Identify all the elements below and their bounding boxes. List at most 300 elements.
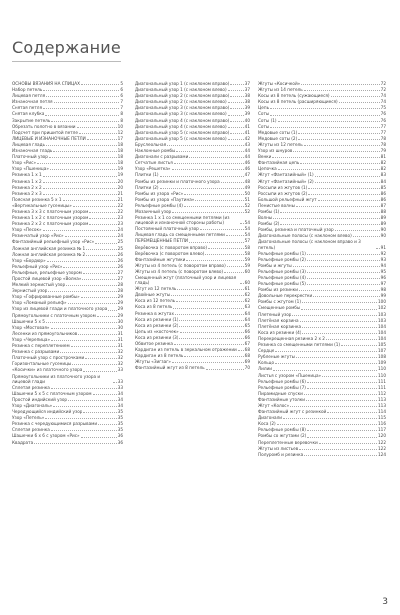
toc-entry-title: Ромбы со жгутами (2): [258, 433, 307, 439]
toc-leader-dots: [278, 121, 380, 122]
toc-entry: [258, 318, 386, 323]
toc-entry-page: 116: [378, 421, 386, 427]
toc-entry-page: 60: [244, 280, 250, 286]
toc-entry-title: Снятая клубка: [12, 111, 45, 117]
toc-entry: [258, 142, 386, 147]
toc-entry-page: 113: [378, 396, 386, 402]
toc-entry-page: 50: [244, 190, 250, 196]
toc-entry-page: 32: [117, 349, 123, 355]
toc-entry: [12, 397, 123, 402]
toc-leader-dots: [108, 310, 116, 311]
toc-entry-title: Узор «Пшеница»: [12, 166, 49, 172]
toc-entry: [258, 348, 386, 353]
toc-entry-page: 64: [244, 316, 250, 322]
toc-leader-dots: [376, 248, 380, 249]
toc-leader-dots: [335, 230, 380, 231]
toc-entry-page: 79: [380, 148, 386, 154]
toc-entry-title: Кардиган из петель в зеркальном отражении: [135, 347, 237, 353]
toc-entry-title: Обвитое резинка: [135, 341, 173, 347]
toc-leader-dots: [300, 163, 379, 164]
toc-entry: [135, 215, 250, 225]
toc-entry: [12, 99, 123, 104]
toc-entry: [12, 239, 123, 244]
toc-entry-page: 31: [117, 336, 123, 342]
toc-entry: [12, 87, 123, 92]
toc-leader-dots: [77, 127, 117, 128]
toc-leader-dots: [275, 363, 377, 364]
toc-entry-page: 78: [380, 141, 386, 147]
toc-entry-page: 20: [117, 184, 123, 190]
toc-entry: [258, 93, 386, 98]
toc-entry: [135, 275, 250, 285]
toc-entry-title: Диагональные полосы (с наклоном вправо и 3 петель): [258, 239, 361, 250]
toc-leader-dots: [322, 376, 377, 377]
toc-entry-page: 64: [244, 310, 250, 316]
toc-leader-dots: [228, 127, 244, 128]
toc-leader-dots: [98, 424, 117, 425]
toc-entry: [12, 166, 123, 171]
toc-entry-title: Лесенки из прямоугольников: [12, 330, 78, 336]
toc-entry-page: 111: [378, 378, 386, 384]
page-number: 3: [382, 597, 388, 607]
toc-entry-title: Фантазийный рельефный узор «Рис»: [12, 239, 95, 245]
toc-entry: [135, 232, 250, 237]
toc-entry-page: 68: [244, 347, 250, 353]
toc-leader-dots: [228, 139, 244, 140]
toc-entry-page: 24: [117, 233, 123, 239]
toc-entry: [12, 403, 123, 408]
toc-entry: [258, 324, 386, 329]
toc-entry-page: 70: [244, 365, 250, 371]
toc-entry-page: 52: [244, 202, 250, 208]
toc-entry-title: Чередующийся индийский узор: [12, 409, 83, 415]
toc-leader-dots: [179, 320, 243, 321]
toc-leader-dots: [87, 139, 117, 140]
toc-leader-dots: [315, 182, 380, 183]
toc-leader-dots: [307, 260, 380, 261]
toc-entry-title: Платочный узор: [12, 154, 48, 160]
toc-entry-title: Узор «Бордюр»: [12, 257, 46, 263]
toc-leader-dots: [206, 369, 244, 370]
toc-entry: [135, 203, 250, 208]
toc-entry-page: 43: [244, 141, 250, 147]
toc-entry-title: Зернистый узор: [12, 288, 48, 294]
toc-entry-title: Резинка 1 х 1 со смещенными петлями (из лицевой и изнаночной стороны работы): [135, 215, 230, 226]
toc-leader-dots: [228, 115, 244, 116]
toc-entry-page: 82: [380, 160, 386, 166]
toc-entry: [12, 111, 123, 116]
toc-entry-page: 75: [380, 105, 386, 111]
toc-entry: [135, 105, 250, 110]
toc-leader-dots: [51, 388, 117, 389]
toc-entry: [135, 87, 250, 92]
toc-entry-title: Диагональный узор 1 (с наклоном влево): [135, 87, 227, 93]
toc-entry: [135, 130, 250, 135]
toc-entry-page: 29: [117, 312, 123, 318]
toc-entry-title: Резинка с чередующимися разрывами: [12, 421, 98, 427]
toc-entry-title: Резинка с разрывами: [12, 349, 60, 355]
toc-leader-dots: [200, 229, 244, 230]
toc-entry-title: Кольцо: [258, 360, 275, 366]
toc-entry-title: Ромбы с жгутом (1): [258, 299, 301, 305]
toc-leader-dots: [43, 90, 119, 91]
toc-entry-title: Жгут из 12 петель: [135, 286, 177, 292]
toc-entry-page: 22: [117, 202, 123, 208]
toc-leader-dots: [240, 223, 244, 224]
toc-entry-title: Жгуты из 14 петель: [258, 87, 303, 93]
toc-entry-title: Переплетенные веревочки: [258, 439, 318, 445]
toc-leader-dots: [186, 260, 243, 261]
toc-entry-page: 17: [117, 135, 123, 141]
toc-entry: [12, 118, 123, 123]
toc-entry: [12, 415, 123, 420]
toc-leader-dots: [86, 249, 116, 250]
toc-leader-dots: [47, 261, 117, 262]
toc-leader-dots: [307, 437, 377, 438]
toc-entry: [12, 246, 123, 251]
toc-leader-dots: [205, 254, 243, 255]
toc-entry-title: Кардиган из 8 петель: [135, 353, 184, 359]
toc-entry-page: 29: [117, 294, 123, 300]
toc-entry-page: 35: [117, 421, 123, 427]
toc-entry: [258, 191, 386, 196]
toc-entry-page: 69: [244, 359, 250, 365]
toc-entry: [135, 286, 250, 291]
toc-entry-title: Перекрещенная резинка 2 х 2: [258, 335, 325, 341]
toc-entry-page: 89: [380, 215, 386, 221]
toc-entry: [135, 329, 250, 334]
toc-entry-page: 85: [380, 184, 386, 190]
toc-entry: [12, 374, 123, 384]
toc-entry: [12, 427, 123, 432]
toc-entry: [258, 409, 386, 414]
toc-entry: [258, 124, 386, 129]
toc-entry: [135, 317, 250, 322]
toc-entry: [258, 99, 386, 104]
toc-entry-page: 110: [378, 372, 386, 378]
toc-leader-dots: [83, 273, 117, 274]
toc-entry: [12, 160, 123, 165]
toc-leader-dots: [43, 194, 117, 195]
toc-entry-title: Верёвочка (с поворотом влево): [135, 250, 205, 256]
toc-entry: [258, 293, 386, 298]
toc-entry-page: 108: [378, 354, 386, 360]
toc-entry-title: ПЕРЕМЕЩЕННЫЕ ПЕТЛИ: [135, 238, 189, 244]
toc-entry-page: 6: [120, 87, 123, 93]
toc-entry-page: 78: [380, 135, 386, 141]
toc-entry: [135, 93, 250, 98]
toc-leader-dots: [307, 272, 380, 273]
toc-entry-page: 115: [378, 415, 386, 421]
toc-entry-title: Диагональный узор 4 (с наклоном вправо): [135, 117, 230, 123]
toc-entry-title: Закрытие петель: [12, 117, 51, 123]
toc-entry-page: 92: [380, 250, 386, 256]
toc-leader-dots: [292, 315, 377, 316]
toc-entry-page: 42: [244, 135, 250, 141]
toc-entry: [12, 142, 123, 147]
toc-entry: [135, 124, 250, 129]
toc-entry-title: Рельефные ромбы (8): [258, 427, 306, 433]
toc-entry-title: Жгуты из 4 петель (с поворотом влево): [135, 268, 224, 274]
toc-leader-dots: [37, 163, 117, 164]
toc-leader-dots: [298, 139, 379, 140]
toc-leader-dots: [51, 121, 119, 122]
toc-entry-page: 98: [380, 287, 386, 293]
toc-entry-title: Коса из резинки (4): [258, 329, 302, 335]
toc-column-2: [135, 81, 250, 371]
toc-entry-page: 22: [117, 208, 123, 214]
toc-leader-dots: [174, 163, 244, 164]
toc-entry-page: 84: [380, 178, 386, 184]
toc-entry: [135, 99, 250, 104]
toc-entry-page: 86: [380, 190, 386, 196]
toc-entry-title: Диагональный узор 2 (с наклоном вправо): [135, 93, 230, 99]
toc-entry-title: Рельефные ромбы (4): [258, 275, 306, 280]
toc-entry: [135, 257, 250, 262]
toc-entry-title: Сетчатые листья: [135, 160, 173, 166]
toc-leader-dots: [160, 188, 244, 189]
toc-entry-title: Диагонали с разрывами: [135, 154, 189, 160]
toc-leader-dots: [304, 455, 377, 456]
toc-leader-dots: [308, 194, 379, 195]
toc-entry-page: 113: [378, 402, 386, 408]
toc-entry-title: ОСНОВЫ ВЯЗАНИЯ НА СПИЦАХ: [12, 81, 80, 86]
toc-entry: [258, 299, 386, 304]
toc-leader-dots: [273, 218, 380, 219]
toc-leader-dots: [318, 200, 380, 201]
toc-entry-title: Смещенные ромбы: [258, 305, 301, 311]
toc-entry-page: 25: [117, 239, 123, 245]
toc-entry: [258, 281, 386, 286]
toc-entry-title: Шашечки 5 х 5: [12, 318, 45, 324]
toc-entry: [258, 160, 386, 165]
toc-entry: [135, 353, 250, 358]
toc-entry: [258, 197, 386, 202]
toc-entry: [12, 93, 123, 98]
toc-entry-title: Шашечки 6 х 6 с узором «Рис»: [12, 433, 80, 439]
toc-entry: [258, 233, 386, 238]
toc-entry: [258, 251, 386, 256]
toc-column-1: [12, 81, 123, 445]
toc-leader-dots: [283, 418, 377, 419]
toc-entry-title: Диагональный узор 3 (с наклоном влево): [135, 111, 227, 117]
toc-entry-title: Ромбы (1): [258, 208, 280, 214]
toc-entry-page: 20: [117, 178, 123, 184]
toc-entry: [12, 325, 123, 330]
toc-entry: [135, 111, 250, 116]
toc-entry-page: 23: [117, 215, 123, 221]
toc-entry-page: 97: [380, 281, 386, 287]
toc-entry-page: 47: [244, 172, 250, 178]
toc-entry-title: Жгуты «Зигзаг»: [135, 359, 171, 365]
toc-entry-title: Платочный узор с прострочками: [12, 355, 85, 361]
toc-leader-dots: [43, 108, 119, 109]
toc-entry-title: Диагонали: [258, 415, 283, 421]
toc-leader-dots: [48, 291, 116, 292]
toc-entry-page: 29: [117, 306, 123, 312]
toc-entry-title: Изнаночная петля: [12, 99, 53, 105]
toc-entry: [135, 251, 250, 256]
toc-entry: [258, 415, 386, 420]
toc-entry-title: Соты: [258, 111, 270, 117]
toc-entry: [12, 227, 123, 232]
toc-entry: [12, 331, 123, 336]
toc-entry-page: 66: [244, 334, 250, 340]
toc-entry-title: Резинка 3 х 3 с платочным узором: [12, 208, 89, 214]
toc-entry-page: 54: [244, 232, 250, 238]
toc-entry-title: Двойные жгуты: [135, 292, 171, 298]
toc-entry: [258, 342, 386, 347]
toc-leader-dots: [43, 182, 117, 183]
toc-entry: [135, 209, 250, 214]
toc-leader-dots: [189, 157, 243, 158]
toc-entry-title: Плетёная корзина: [258, 317, 299, 323]
toc-leader-dots: [184, 194, 243, 195]
toc-entry-page: 104: [378, 329, 386, 335]
toc-entry: [258, 257, 386, 262]
toc-entry: [12, 209, 123, 214]
toc-entry: [258, 269, 386, 274]
toc-entry-page: 28: [117, 282, 123, 288]
toc-entry-title: Диагональный узор 5 (с наклоном вправо): [135, 129, 230, 135]
toc-entry-title: Снятая петля: [12, 105, 42, 111]
toc-entry-page: 31: [117, 343, 123, 349]
toc-entry: [258, 305, 386, 310]
toc-entry-page: 40: [244, 117, 250, 123]
toc-entry-page: 122: [378, 439, 386, 445]
toc-leader-dots: [81, 84, 119, 85]
toc-leader-dots: [278, 169, 380, 170]
toc-entry-page: 26: [117, 263, 123, 269]
toc-leader-dots: [240, 283, 244, 284]
toc-entry-page: 21: [117, 190, 123, 196]
toc-entry-page: 90: [380, 233, 386, 239]
toc-entry: [135, 166, 250, 171]
toc-entry-page: 104: [378, 335, 386, 341]
toc-entry: [258, 427, 386, 432]
toc-entry-title: Фантазийная цепь: [258, 160, 300, 166]
toc-leader-dots: [113, 382, 117, 383]
toc-entry-title: Рельефный узор «Рис»: [12, 263, 63, 269]
toc-leader-dots: [81, 297, 117, 298]
toc-entry-page: 35: [117, 427, 123, 433]
toc-entry-page: 23: [117, 221, 123, 227]
toc-entry-page: 34: [117, 390, 123, 396]
toc-leader-dots: [228, 90, 244, 91]
toc-leader-dots: [51, 430, 117, 431]
toc-leader-dots: [177, 289, 243, 290]
toc-leader-dots: [71, 346, 117, 347]
toc-entry-title: Плетеный узор: [258, 311, 292, 317]
toc-entry-title: Пенистые волны: [258, 202, 295, 208]
toc-entry-page: 52: [244, 208, 250, 214]
toc-leader-dots: [49, 157, 117, 158]
toc-entry-page: 34: [117, 402, 123, 408]
toc-leader-dots: [273, 370, 377, 371]
page-title: Содержание: [12, 38, 121, 57]
toc-leader-dots: [307, 430, 377, 431]
toc-entry-page: 37: [244, 87, 250, 93]
toc-leader-dots: [307, 382, 377, 383]
toc-entry-page: 114: [378, 409, 386, 415]
toc-leader-dots: [160, 176, 244, 177]
toc-entry: [12, 391, 123, 396]
toc-entry: [135, 347, 250, 352]
toc-entry: [12, 179, 123, 184]
toc-entry: [258, 391, 386, 396]
toc-entry-title: Подсчет при пришитой петле: [12, 129, 78, 135]
toc-entry-page: 28: [117, 288, 123, 294]
toc-leader-dots: [179, 326, 243, 327]
toc-leader-dots: [353, 236, 380, 237]
toc-entry: [258, 87, 386, 92]
toc-entry-page: 77: [380, 123, 386, 129]
toc-leader-dots: [66, 285, 117, 286]
toc-entry: [135, 185, 250, 190]
toc-entry: [135, 154, 250, 159]
toc-entry-page: 112: [378, 390, 386, 396]
toc-entry: [258, 185, 386, 190]
toc-entry-page: 89: [380, 221, 386, 227]
toc-leader-dots: [228, 102, 244, 103]
toc-entry-title: Узор из шнуров: [258, 148, 293, 154]
toc-entry: [258, 263, 386, 268]
toc-entry-page: 38: [244, 93, 250, 99]
toc-leader-dots: [45, 418, 116, 419]
toc-entry: [135, 191, 250, 196]
toc-entry-page: 94: [380, 262, 386, 268]
toc-entry-title: Коса из 8 петель: [135, 304, 173, 310]
toc-entry-page: 100: [378, 299, 386, 305]
toc-entry-title: Узор «Черепица»: [12, 336, 51, 342]
toc-entry-title: Ромбы из резинки и платочного узора: [135, 178, 220, 184]
toc-entry-title: Косы из 8 петель (расширяющиеся): [258, 99, 338, 105]
toc-entry-page: 105: [378, 342, 386, 348]
toc-entry-page: 99: [380, 293, 386, 299]
toc-entry: [135, 238, 250, 243]
toc-entry-page: 46: [244, 160, 250, 166]
toc-leader-dots: [301, 309, 377, 310]
toc-entry: [258, 105, 386, 110]
toc-entry-page: 27: [117, 269, 123, 275]
toc-entry-title: Лицевая гладь: [12, 141, 45, 147]
toc-leader-dots: [238, 350, 244, 351]
toc-entry: [258, 373, 386, 378]
toc-entry-title: Мозаичный узор: [135, 208, 172, 214]
toc-leader-dots: [226, 235, 244, 236]
toc-entry-title: Сплетая резинка: [12, 384, 50, 390]
toc-entry: [12, 130, 123, 135]
toc-entry-page: 26: [117, 257, 123, 263]
toc-entry-page: 8: [120, 111, 123, 117]
toc-entry-page: 38: [244, 99, 250, 105]
toc-entry: [258, 221, 386, 226]
toc-entry-title: Венки: [258, 154, 272, 160]
toc-entry-title: Узор «Песок»: [12, 227, 42, 233]
toc-leader-dots: [180, 332, 244, 333]
toc-entry-page: 34: [117, 396, 123, 402]
toc-leader-dots: [89, 218, 116, 219]
toc-entry: [258, 330, 386, 335]
toc-leader-dots: [83, 371, 116, 372]
toc-entry-title: Прямоугольники из платочного узора и лицевой глади: [12, 373, 101, 384]
toc-entry-title: Рельефные ромбы (5): [258, 281, 306, 287]
toc-leader-dots: [43, 188, 117, 189]
toc-leader-dots: [230, 96, 243, 97]
toc-leader-dots: [51, 328, 117, 329]
toc-entry: [258, 446, 386, 451]
toc-entry: [135, 269, 250, 274]
